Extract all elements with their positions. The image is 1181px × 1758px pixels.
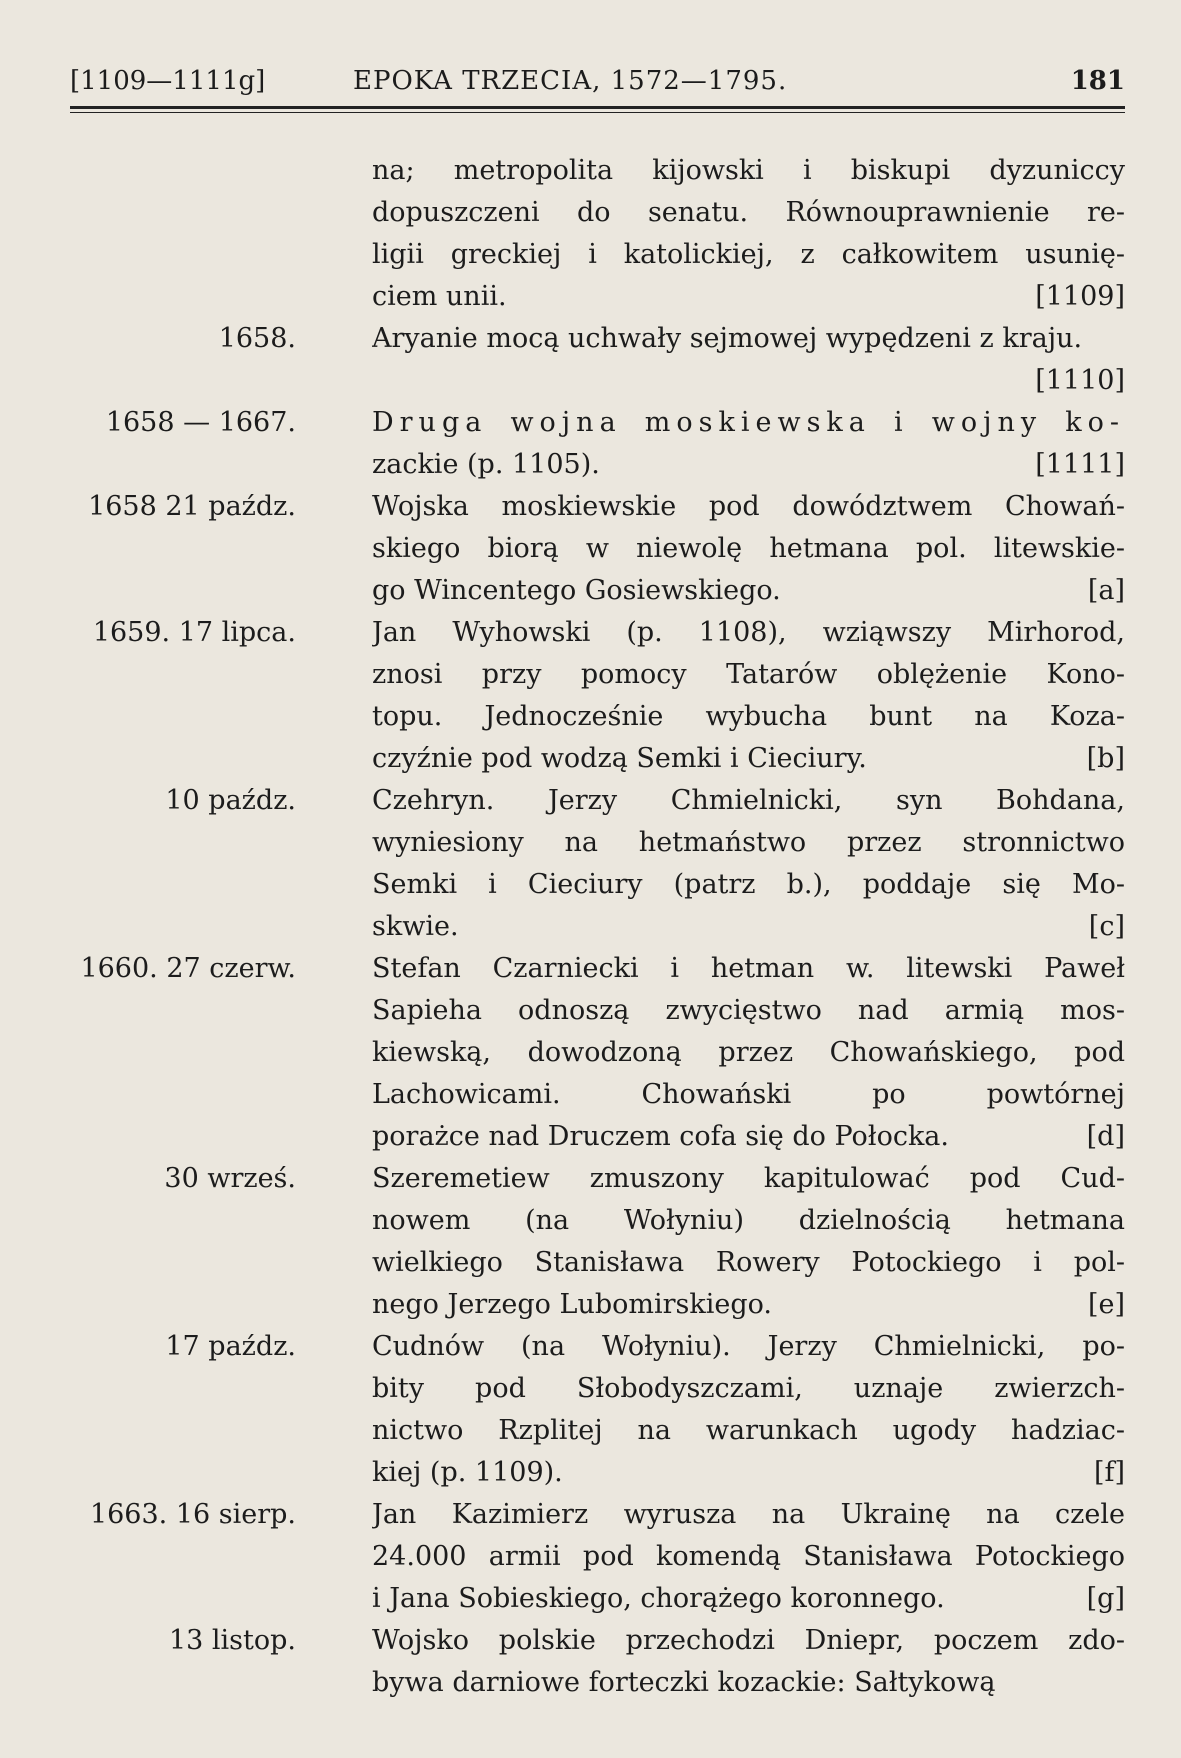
entry-line bbox=[372, 192, 1125, 234]
entry-line bbox=[372, 1662, 1125, 1704]
entry-line-text: i Jana Sobieskiego, chorążego koronnego. bbox=[372, 1583, 945, 1614]
entry-line-text: kiej (p. 1109). bbox=[372, 1457, 563, 1488]
entry-date: 1658 21 paźdz. bbox=[88, 491, 296, 522]
page-number: 181 bbox=[1070, 66, 1125, 96]
entry-line bbox=[372, 612, 1125, 654]
entry-text bbox=[372, 1326, 1125, 1494]
entry-line-text: Sapieha odnoszą zwycięstwo nad armią mos- bbox=[372, 995, 1125, 1026]
entry-reference-number: [b] bbox=[1086, 743, 1125, 774]
entry-text bbox=[372, 948, 1125, 1158]
header-range: [1109—1111g] bbox=[70, 66, 266, 96]
entry-line bbox=[372, 570, 1125, 612]
entry-line bbox=[372, 1116, 1125, 1158]
chronology-entry bbox=[0, 1158, 1181, 1326]
entry-line bbox=[372, 780, 1125, 822]
entry-date: 13 listop. bbox=[168, 1625, 296, 1656]
entry-line-text: Cudnów (na Wołyniu). Jerzy Chmielnicki, po- bbox=[372, 1331, 1125, 1362]
entry-line bbox=[372, 486, 1125, 528]
entry-line bbox=[372, 1410, 1125, 1452]
entry-line-text: Aryanie mocą uchwały sejmowej wypędzeni z kraju. bbox=[372, 323, 1083, 354]
entry-line bbox=[372, 1620, 1125, 1662]
entry-line bbox=[372, 822, 1125, 864]
entry-text bbox=[372, 1494, 1125, 1620]
entry-date: 17 paźdz. bbox=[165, 1331, 296, 1362]
entry-line-text: ligii greckiej i katolickiej, z całkowitem usunię- bbox=[372, 239, 1125, 270]
entry-line-text: zackie (p. 1105). bbox=[372, 449, 600, 480]
entry-text bbox=[372, 486, 1125, 612]
header-rule-thin bbox=[70, 112, 1125, 113]
chronology-entry bbox=[0, 318, 1181, 402]
entry-line bbox=[372, 864, 1125, 906]
entry-text bbox=[372, 150, 1125, 318]
header-title: EPOKA TRZECIA, 1572—1795. bbox=[353, 66, 788, 96]
entry-date: 1660. 27 czerw. bbox=[80, 953, 296, 984]
chronology-entry bbox=[0, 402, 1181, 486]
entry-line-text: ciem unii. bbox=[372, 281, 507, 312]
entry-line bbox=[372, 1494, 1125, 1536]
entry-line bbox=[372, 402, 1125, 444]
chronology-entry bbox=[0, 612, 1181, 780]
entry-line bbox=[372, 1326, 1125, 1368]
entry-text bbox=[372, 612, 1125, 780]
entry-text bbox=[372, 402, 1125, 486]
entry-line-text: bity pod Słobodyszczami, uznaje zwierzch- bbox=[372, 1373, 1125, 1404]
chronology-entry bbox=[0, 780, 1181, 948]
entry-line bbox=[372, 528, 1125, 570]
entry-line bbox=[372, 1452, 1125, 1494]
entry-line bbox=[372, 234, 1125, 276]
entry-reference-number: [c] bbox=[1088, 911, 1125, 942]
entry-line bbox=[372, 738, 1125, 780]
entry-line bbox=[372, 1242, 1125, 1284]
entry-line bbox=[372, 1368, 1125, 1410]
entry-text bbox=[372, 1158, 1125, 1326]
entry-line-text: Lachowicami. Chowański po powtórnej bbox=[372, 1079, 1125, 1110]
entry-reference-number: [f] bbox=[1093, 1457, 1125, 1488]
entry-reference-number: [1110] bbox=[1035, 365, 1125, 396]
entry-line bbox=[372, 1032, 1125, 1074]
entry-line-text: porażce nad Druczem cofa się do Połocka. bbox=[372, 1121, 949, 1152]
entry-date: 30 wrześ. bbox=[164, 1163, 296, 1194]
entry-reference-number: [1111] bbox=[1035, 449, 1125, 480]
chronology-entry bbox=[0, 150, 1181, 318]
entry-reference-number: [a] bbox=[1087, 575, 1125, 606]
chronology-entry bbox=[0, 948, 1181, 1158]
entry-line bbox=[372, 990, 1125, 1032]
entry-line-text: wielkiego Stanisława Rowery Potockiego i pol- bbox=[372, 1247, 1125, 1278]
entry-line bbox=[372, 906, 1125, 948]
chronology-entry bbox=[0, 1494, 1181, 1620]
entry-line-text: na; metropolita kijowski i biskupi dyzuniccy bbox=[372, 155, 1125, 186]
entry-line-text: Jan Wyhowski (p. 1108), wziąwszy Mirhorod, bbox=[372, 617, 1125, 648]
entry-line bbox=[372, 1158, 1125, 1200]
entry-line-text: wyniesiony na hetmaństwo przez stronnictwo bbox=[372, 827, 1125, 858]
entry-text bbox=[372, 1620, 1125, 1704]
chronology-entry bbox=[0, 486, 1181, 612]
running-header bbox=[70, 60, 1125, 110]
entry-line bbox=[372, 696, 1125, 738]
entry-date: 10 paźdz. bbox=[165, 785, 296, 816]
entry-line-text: go Wincentego Gosiewskiego. bbox=[372, 575, 781, 606]
entry-reference-number: [e] bbox=[1087, 1289, 1125, 1320]
entry-line bbox=[372, 1200, 1125, 1242]
entry-line-text: Szeremetiew zmuszony kapitulować pod Cud- bbox=[372, 1163, 1125, 1194]
chronology-entry bbox=[0, 1620, 1181, 1704]
entry-line bbox=[372, 1536, 1125, 1578]
entry-date: 1658 — 1667. bbox=[105, 407, 296, 438]
entry-reference-number: [d] bbox=[1086, 1121, 1125, 1152]
entry-line bbox=[372, 948, 1125, 990]
entry-line bbox=[372, 318, 1125, 360]
entry-line-text: Czehryn. Jerzy Chmielnicki, syn Bohdana, bbox=[372, 785, 1125, 816]
entry-text bbox=[372, 780, 1125, 948]
chronology-entry bbox=[0, 1326, 1181, 1494]
entry-line bbox=[372, 276, 1125, 318]
entry-line-text: Stefan Czarniecki i hetman w. litewski Paweł bbox=[372, 953, 1125, 984]
entry-date: 1663. 16 sierp. bbox=[89, 1499, 296, 1530]
entry-line-text: Wojska moskiewskie pod dowództwem Chowań- bbox=[372, 491, 1125, 522]
entry-line-text: czyźnie pod wodzą Semki i Cieciury. bbox=[372, 743, 867, 774]
entry-line bbox=[372, 444, 1125, 486]
entry-line bbox=[372, 1284, 1125, 1326]
entry-date: 1658. bbox=[218, 323, 296, 354]
entry-line-text: nowem (na Wołyniu) dzielnością hetmana bbox=[372, 1205, 1125, 1236]
entry-line-text: Wojsko polskie przechodzi Dniepr, poczem zdo- bbox=[372, 1625, 1125, 1656]
entry-line bbox=[372, 360, 1125, 402]
entry-line-text: skwie. bbox=[372, 911, 459, 942]
entry-line-text: dopuszczeni do senatu. Równouprawnienie re- bbox=[372, 197, 1125, 228]
entry-line-text: nego Jerzego Lubomirskiego. bbox=[372, 1289, 773, 1320]
entry-line-text: skiego biorą w niewolę hetmana pol. litewskie- bbox=[372, 533, 1125, 564]
entry-line-text: topu. Jednocześnie wybucha bunt na Koza- bbox=[372, 701, 1125, 732]
entry-reference-number: [g] bbox=[1086, 1583, 1125, 1614]
entry-line bbox=[372, 1578, 1125, 1620]
entry-line-text: bywa darniowe forteczki kozackie: Sałtykową bbox=[372, 1667, 996, 1698]
entry-line-text: Druga wojna moskiewska i wojny ko- bbox=[372, 407, 1125, 438]
entry-line-text: 24.000 armii pod komendą Stanisława Potockiego bbox=[372, 1541, 1125, 1572]
header-rule-thick bbox=[70, 106, 1125, 109]
entry-text bbox=[372, 318, 1125, 402]
entry-line-text: kiewską, dowodzoną przez Chowańskiego, pod bbox=[372, 1037, 1125, 1068]
entry-line bbox=[372, 150, 1125, 192]
entry-reference-number: [1109] bbox=[1035, 281, 1125, 312]
entry-line-text: Semki i Cieciury (patrz b.), poddaje się Mo- bbox=[372, 869, 1125, 900]
entry-line bbox=[372, 654, 1125, 696]
entry-date: 1659. 17 lipca. bbox=[92, 617, 296, 648]
entry-line-text: nictwo Rzplitej na warunkach ugody hadziac- bbox=[372, 1415, 1125, 1446]
entry-line bbox=[372, 1074, 1125, 1116]
entry-line-text: Jan Kazimierz wyrusza na Ukrainę na czele bbox=[372, 1499, 1125, 1530]
chronology-body bbox=[0, 150, 1181, 1704]
entry-line-text: znosi przy pomocy Tatarów oblężenie Kono- bbox=[372, 659, 1125, 690]
